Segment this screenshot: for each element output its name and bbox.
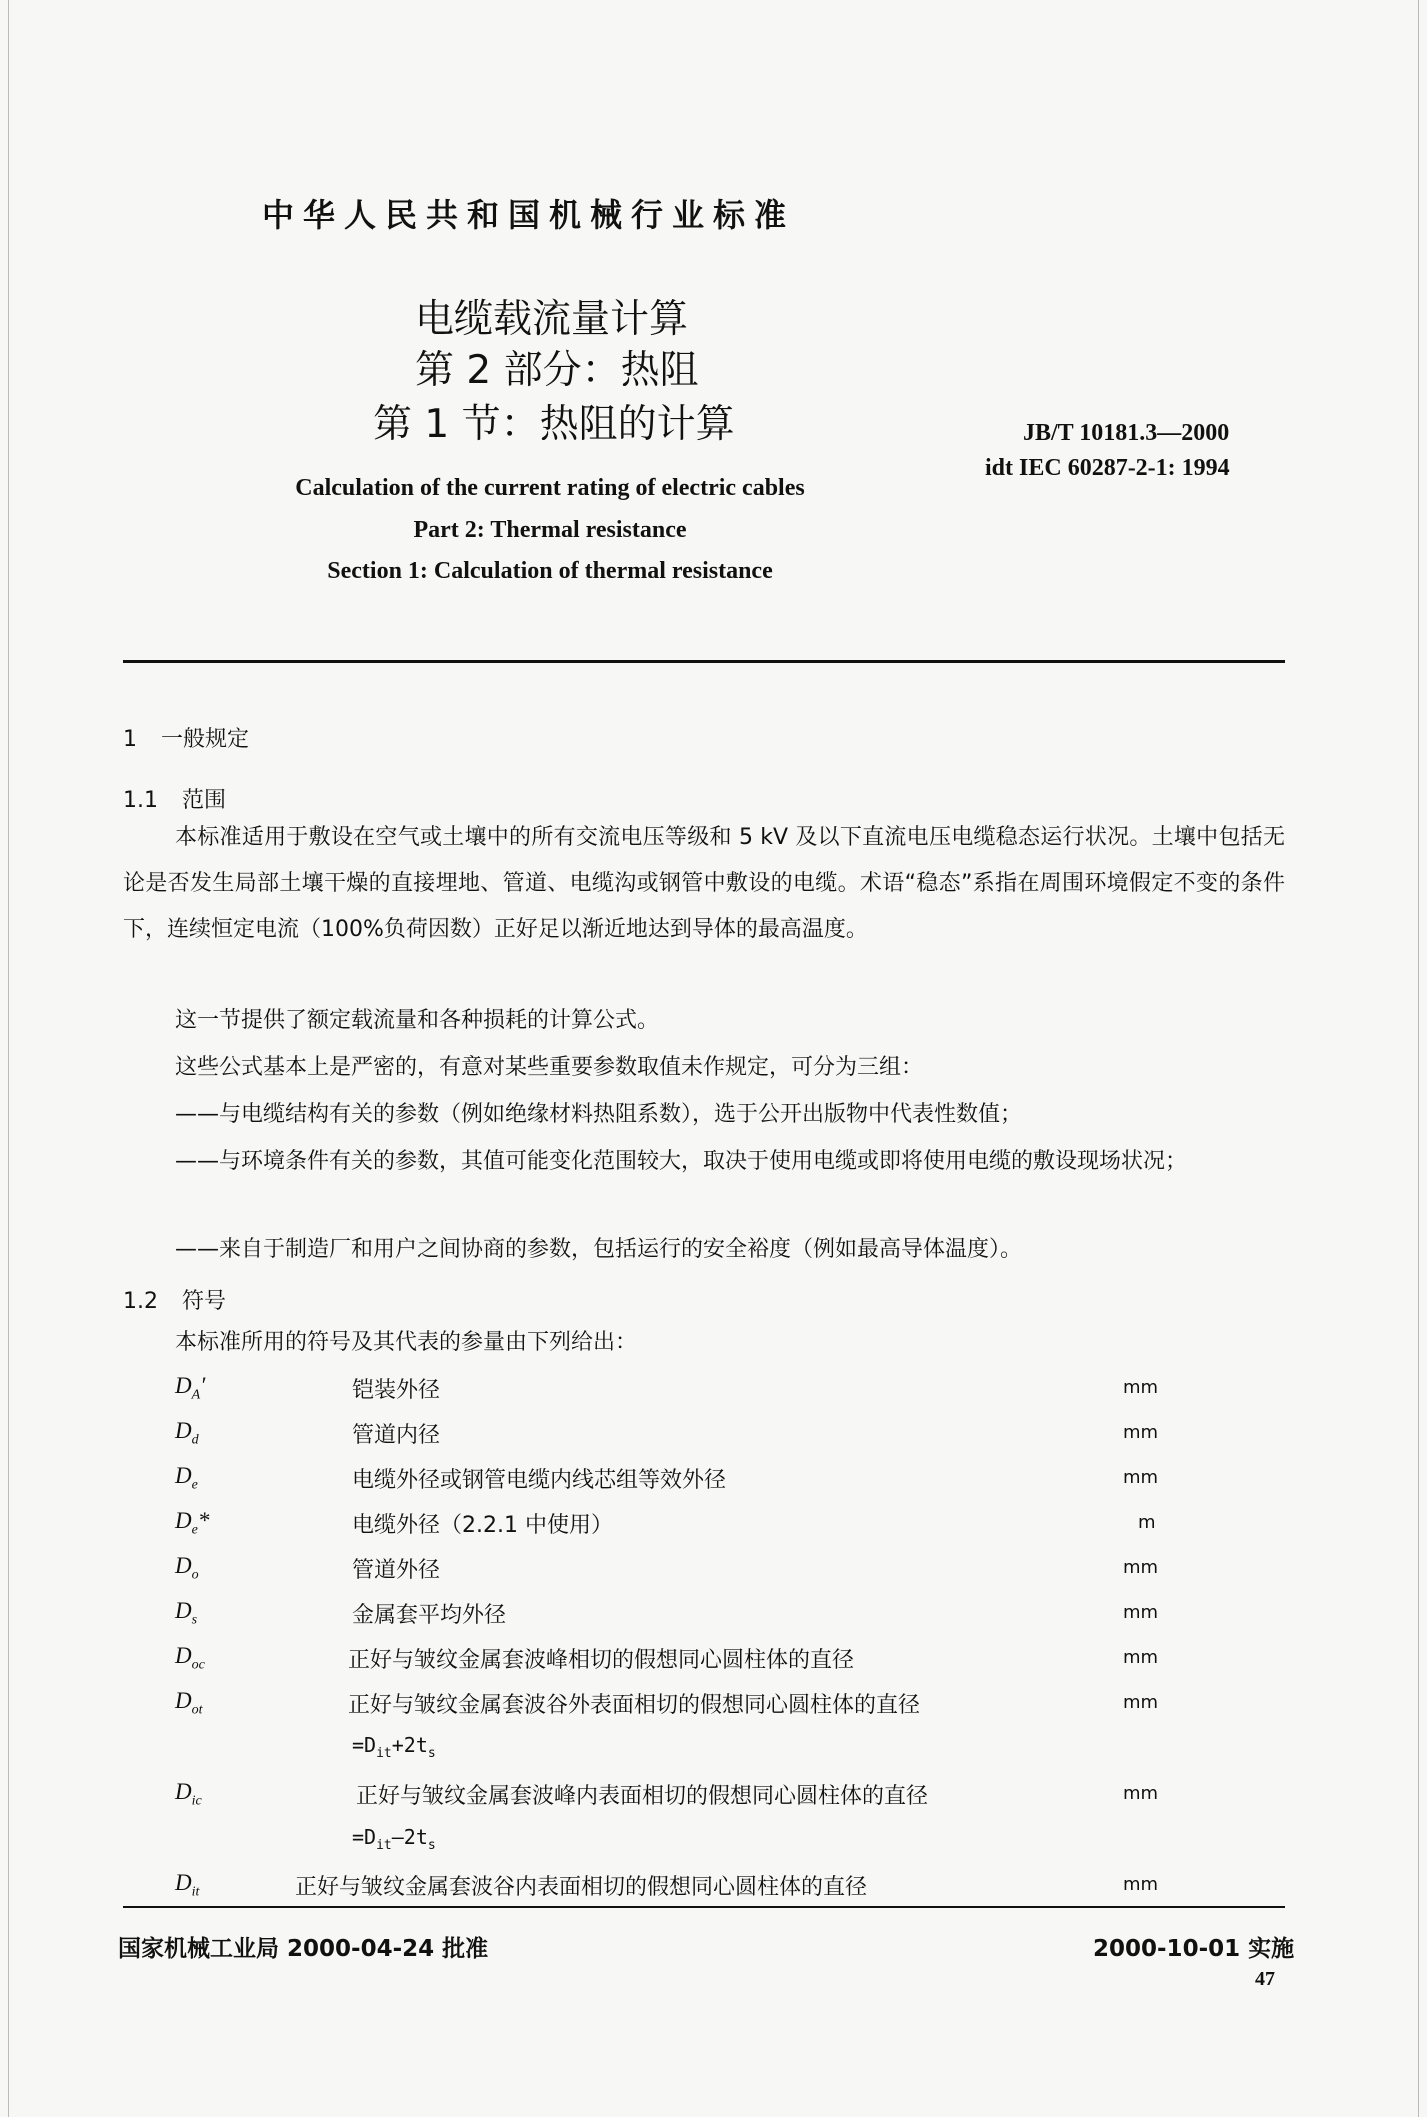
scan-edge-right	[1418, 0, 1419, 2117]
scan-edge-left	[8, 0, 9, 2117]
section-1-title: 一般规定	[161, 727, 250, 752]
symbol-description: 金属套平均外径	[352, 1603, 507, 1628]
symbol: $D_{it}$	[175, 1870, 200, 1900]
list-item-group-3: ——来自于制造厂和用户之间协商的参数，包括运行的安全裕度（例如最高导体温度）。	[175, 1237, 1023, 1262]
symbol-unit: m	[1138, 1512, 1156, 1533]
paragraph-formulas: 这一节提供了额定载流量和各种损耗的计算公式。	[175, 1008, 660, 1033]
title-en-line-1: Calculation of the current rating of electric cables	[295, 475, 805, 501]
section-1-heading	[123, 722, 249, 753]
symbol: $D_{oc}$	[175, 1643, 205, 1673]
symbol-unit: mm	[1123, 1783, 1159, 1804]
symbol-row	[175, 1508, 209, 1539]
symbol-unit: mm	[1123, 1874, 1159, 1895]
list-item-group-1: ——与电缆结构有关的参数（例如绝缘材料热阻系数），选于公开出版物中代表性数值；	[175, 1102, 1023, 1127]
approval-line: 国家机械工业局 2000-04-24 批准	[118, 1936, 489, 1962]
symbol-row	[175, 1418, 199, 1449]
formula-ic: $=D_{it}—2t_s$	[352, 1825, 436, 1853]
symbol-description: 正好与皱纹金属套波谷内表面相切的假想同心圆柱体的直径	[295, 1875, 868, 1900]
symbol-description: 电缆外径（2.2.1 中使用）	[352, 1513, 613, 1538]
symbol: $D_e$	[175, 1463, 198, 1493]
symbol-unit: mm	[1123, 1692, 1159, 1713]
paragraph-groups: 这些公式基本上是严密的，有意对某些重要参数取值未作规定，可分为三组：	[175, 1055, 924, 1080]
symbol-row	[175, 1643, 205, 1674]
symbol-row	[175, 1870, 199, 1901]
symbol-description: 正好与皱纹金属套波峰内表面相切的假想同心圆柱体的直径	[356, 1784, 929, 1809]
title-cn-line-3: 第 1 节：热阻的计算	[373, 402, 735, 447]
symbol-description: 铠装外径	[352, 1378, 441, 1403]
title-cn-line-1: 电缆载流量计算	[415, 297, 689, 342]
header-rule	[123, 660, 1285, 663]
section-1-1-number: 1.1	[123, 788, 158, 813]
symbol-description: 管道内径	[352, 1423, 441, 1448]
symbol-unit: mm	[1123, 1647, 1159, 1668]
symbols-intro: 本标准所用的符号及其代表的参量由下列给出：	[175, 1330, 638, 1355]
section-1-2-number: 1.2	[123, 1289, 158, 1314]
symbol: $D_{ot}$	[175, 1688, 203, 1718]
standard-type-heading: 中华人民共和国机械行业标准	[262, 196, 796, 234]
symbol-row	[175, 1463, 198, 1494]
formula-ot: $=D_{it}+2t_s$	[352, 1733, 436, 1761]
symbol-row	[175, 1688, 203, 1719]
symbol-description: 电缆外径或钢管电缆内线芯组等效外径	[352, 1468, 727, 1493]
standard-equivalence: idt IEC 60287-2-1: 1994	[985, 455, 1230, 481]
symbol-description: 正好与皱纹金属套波谷外表面相切的假想同心圆柱体的直径	[348, 1693, 921, 1718]
symbol-unit: mm	[1123, 1557, 1159, 1578]
symbol-unit: mm	[1123, 1377, 1159, 1398]
symbol-description: 管道外径	[352, 1558, 441, 1583]
symbol-row	[175, 1553, 199, 1584]
symbol: $D_e*$	[175, 1508, 210, 1538]
list-item-group-2: ——与环境条件有关的参数，其值可能变化范围较大，取决于使用电缆或即将使用电缆的敷设现场状况；	[175, 1149, 1188, 1174]
section-1-1-heading	[123, 783, 226, 814]
symbol-row	[175, 1779, 202, 1810]
symbol-unit: mm	[1123, 1422, 1159, 1443]
title-cn-line-2: 第 2 部分：热阻	[415, 348, 699, 393]
section-1-1-title: 范围	[182, 788, 227, 813]
footer-rule	[123, 1906, 1285, 1908]
section-1-number: 1	[123, 727, 137, 752]
symbol: $D_{ic}$	[175, 1779, 202, 1809]
section-1-2-title: 符号	[182, 1289, 227, 1314]
symbol-description: 正好与皱纹金属套波峰相切的假想同心圆柱体的直径	[348, 1648, 855, 1673]
symbol-row	[175, 1373, 205, 1404]
page-number: 47	[1255, 1968, 1275, 1990]
scope-paragraph: 本标准适用于敷设在空气或土壤中的所有交流电压等级和 5 kV 及以下直流电压电缆稳态运行状况。土壤中包括无论是否发生局部土壤干燥的直接埋地、管道、电缆沟或钢管中敷设的电缆。术语“稳态”系指在周围环境假定不变的条件下，连续恒定电流（100%负荷因数）正好足以渐近地达到导体的最高温度。	[123, 825, 1285, 942]
symbol: $D_o$	[175, 1553, 199, 1583]
symbol: $D_A'$	[175, 1373, 206, 1403]
title-en-line-2: Part 2: Thermal resistance	[413, 517, 687, 543]
symbol-unit: mm	[1123, 1467, 1159, 1488]
symbol-unit: mm	[1123, 1602, 1159, 1623]
section-1-2-heading	[123, 1284, 226, 1315]
symbol: $D_s$	[175, 1598, 198, 1628]
symbol: $D_d$	[175, 1418, 199, 1448]
title-en-line-3: Section 1: Calculation of thermal resistance	[327, 558, 773, 584]
implementation-date: 2000-10-01 实施	[1093, 1936, 1295, 1962]
symbol-row	[175, 1598, 197, 1629]
standard-code: JB/T 10181.3—2000	[1023, 420, 1230, 446]
